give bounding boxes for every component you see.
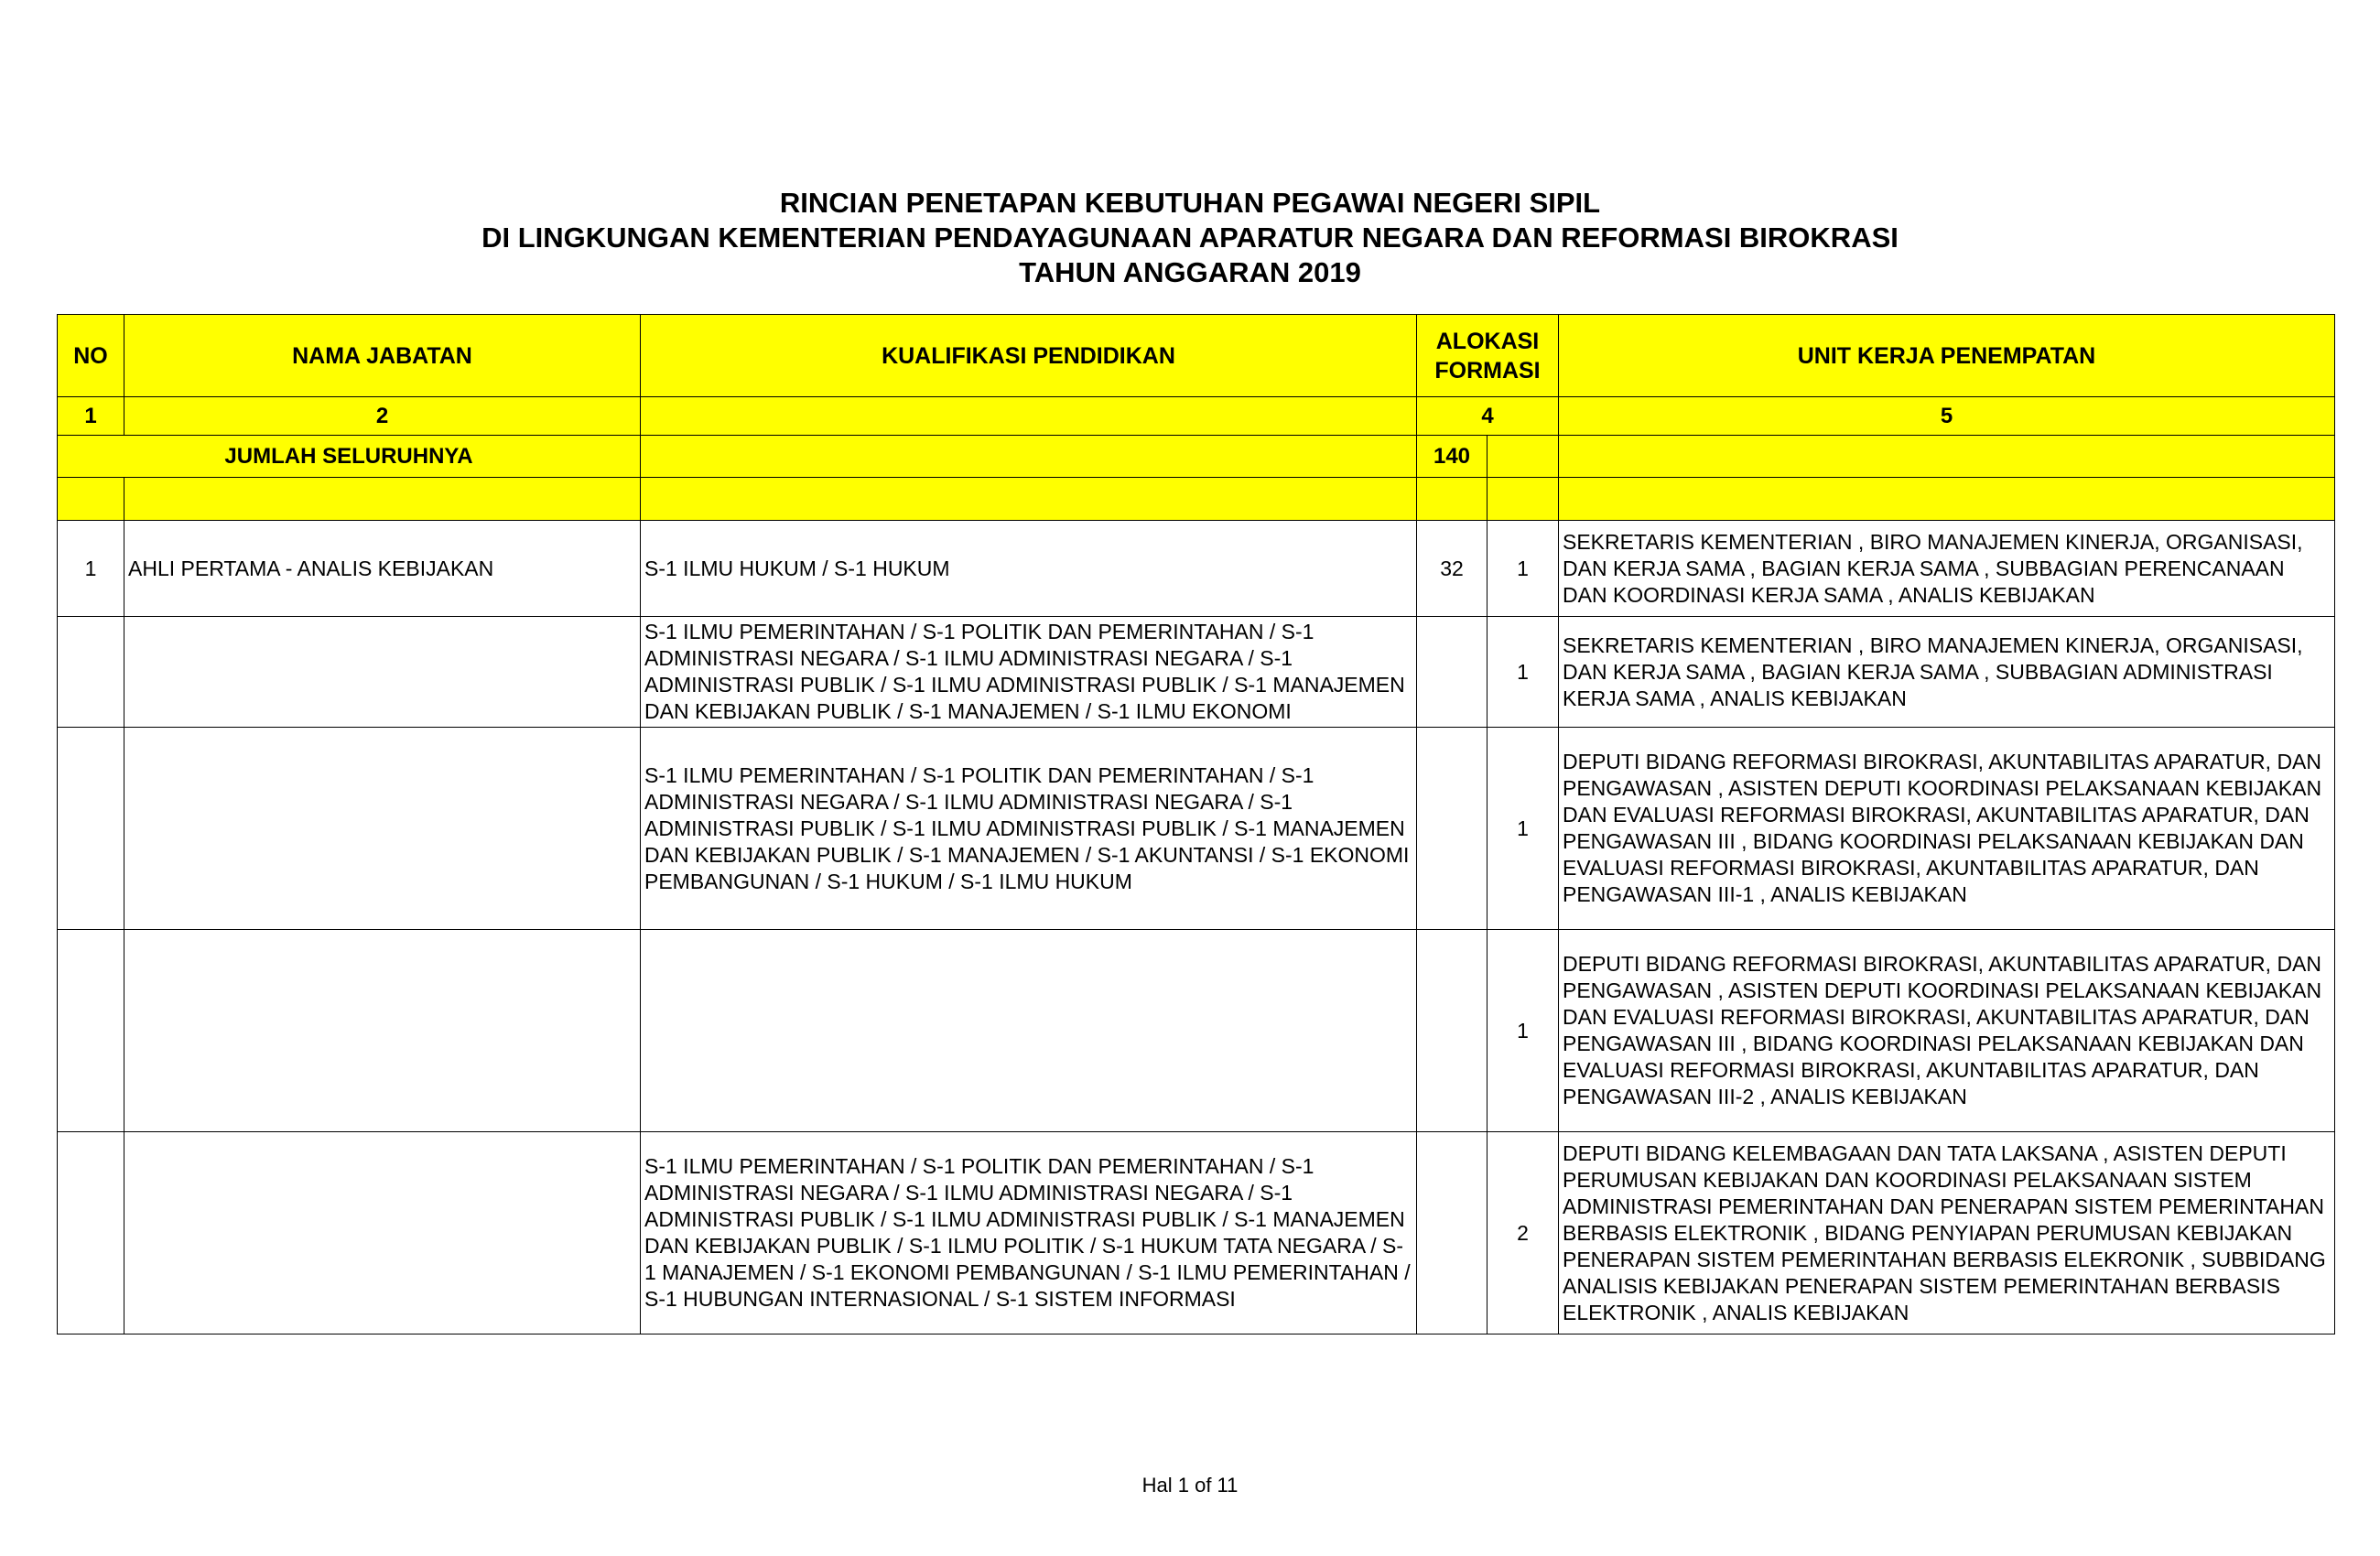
header-kualifikasi: KUALIFIKASI PENDIDIKAN [641, 315, 1417, 397]
formasi-table [57, 314, 2335, 1334]
row-unit-kerja: SEKRETARIS KEMENTERIAN , BIRO MANAJEMEN KINERJA, ORGANISASI, DAN KERJA SAMA , BAGIAN KERJA SAMA , SUBBAGIAN ADMINISTRASI KERJA SAMA , ANALIS KEBIJAKAN [1559, 617, 2335, 728]
row-subtotal [1417, 1132, 1488, 1334]
row-jabatan [124, 930, 641, 1132]
summary-total: 140 [1417, 436, 1488, 478]
header-unit-kerja: UNIT KERJA PENEMPATAN [1559, 315, 2335, 397]
title-line-2: DI LINGKUNGAN KEMENTERIAN PENDAYAGUNAAN APARATUR NEGARA DAN REFORMASI BIROKRASI [481, 222, 1899, 254]
summary-empty-formasi [1488, 436, 1559, 478]
row-unit-kerja: DEPUTI BIDANG REFORMASI BIROKRASI, AKUNTABILITAS APARATUR, DAN PENGAWASAN , ASISTEN DEPUTI KOORDINASI PELAKSANAAN KEBIJAKAN DAN EVALUASI REFORMASI BIROKRASI, AKUNTABILITAS APARATUR, DAN PENGAWASAN III , BIDANG KOORDINASI PELAKSANAAN KEBIJAKAN DAN EVALUASI REFORMASI BIROKRASI, AKUNTABILITAS APARATUR, DAN PENGAWASAN III-1 , ANALIS KEBIJAKAN [1559, 728, 2335, 930]
row-no [58, 728, 124, 930]
blank-cell [1559, 478, 2335, 521]
row-kualifikasi: S-1 ILMU PEMERINTAHAN / S-1 POLITIK DAN PEMERINTAHAN / S-1 ADMINISTRASI NEGARA / S-1 ILMU ADMINISTRASI NEGARA / S-1 ADMINISTRASI PUBLIK / S-1 ILMU ADMINISTRASI PUBLIK / S-1 MANAJEMEN DAN KEBIJAKAN PUBLIK / S-1 MANAJEMEN / S-1 AKUNTANSI / S-1 EKONOMI PEMBANGUNAN / S-1 HUKUM / S-1 ILMU HUKUM [641, 728, 1417, 930]
numbering-col-4: 4 [1417, 397, 1559, 436]
table-row [58, 617, 2335, 728]
numbering-col-1: 1 [58, 397, 124, 436]
blank-yellow-row [58, 478, 2335, 521]
numbering-col-2: 2 [124, 397, 641, 436]
blank-cell [641, 478, 1417, 521]
row-formasi: 1 [1488, 930, 1559, 1132]
row-jabatan [124, 617, 641, 728]
row-kualifikasi: S-1 ILMU PEMERINTAHAN / S-1 POLITIK DAN PEMERINTAHAN / S-1 ADMINISTRASI NEGARA / S-1 ILMU ADMINISTRASI NEGARA / S-1 ADMINISTRASI PUBLIK / S-1 ILMU ADMINISTRASI PUBLIK / S-1 MANAJEMEN DAN KEBIJAKAN PUBLIK / S-1 MANAJEMEN / S-1 ILMU EKONOMI [641, 617, 1417, 728]
summary-label: JUMLAH SELURUHNYA [58, 436, 641, 478]
header-no: NO [58, 315, 124, 397]
summary-row [58, 436, 2335, 478]
row-kualifikasi: S-1 ILMU HUKUM / S-1 HUKUM [641, 521, 1417, 617]
numbering-row [58, 397, 2335, 436]
row-formasi: 1 [1488, 728, 1559, 930]
row-formasi: 1 [1488, 521, 1559, 617]
table-row [58, 521, 2335, 617]
table-row [58, 1132, 2335, 1334]
table-row [58, 930, 2335, 1132]
numbering-col-3 [641, 397, 1417, 436]
summary-empty-unit [1559, 436, 2335, 478]
header-row [58, 315, 2335, 397]
row-unit-kerja: DEPUTI BIDANG KELEMBAGAAN DAN TATA LAKSANA , ASISTEN DEPUTI PERUMUSAN KEBIJAKAN DAN KOORDINASI PELAKSANAAN SISTEM ADMINISTRASI PEMERINTAHAN DAN PENERAPAN SISTEM PEMERINTAHAN BERBASIS ELEKTRONIK , BIDANG PENYIAPAN PERUMUSAN KEBIJAKAN PENERAPAN SISTEM PEMERINTAHAN BERBASIS ELEKRONIK , SUBBIDANG ANALISIS KEBIJAKAN PENERAPAN SISTEM PEMERINTAHAN BERBASIS ELEKTRONIK , ANALIS KEBIJAKAN [1559, 1132, 2335, 1334]
header-nama-jabatan: NAMA JABATAN [124, 315, 641, 397]
row-subtotal [1417, 930, 1488, 1132]
row-jabatan: AHLI PERTAMA - ANALIS KEBIJAKAN [124, 521, 641, 617]
row-no [58, 617, 124, 728]
row-subtotal: 32 [1417, 521, 1488, 617]
row-subtotal [1417, 728, 1488, 930]
row-unit-kerja: DEPUTI BIDANG REFORMASI BIROKRASI, AKUNTABILITAS APARATUR, DAN PENGAWASAN , ASISTEN DEPUTI KOORDINASI PELAKSANAAN KEBIJAKAN DAN EVALUASI REFORMASI BIROKRASI, AKUNTABILITAS APARATUR, DAN PENGAWASAN III , BIDANG KOORDINASI PELAKSANAAN KEBIJAKAN DAN EVALUASI REFORMASI BIROKRASI, AKUNTABILITAS APARATUR, DAN PENGAWASAN III-2 , ANALIS KEBIJAKAN [1559, 930, 2335, 1132]
row-no [58, 1132, 124, 1334]
row-formasi: 2 [1488, 1132, 1559, 1334]
page-number: Hal 1 of 11 [1141, 1474, 1239, 1497]
header-alokasi-formasi: ALOKASI FORMASI [1417, 315, 1559, 397]
summary-empty-kualifikasi [641, 436, 1417, 478]
row-formasi: 1 [1488, 617, 1559, 728]
table-row [58, 728, 2335, 930]
row-subtotal [1417, 617, 1488, 728]
title-line-3: TAHUN ANGGARAN 2019 [1019, 256, 1361, 288]
row-no [58, 930, 124, 1132]
blank-cell [1488, 478, 1559, 521]
blank-cell [124, 478, 641, 521]
row-jabatan [124, 728, 641, 930]
blank-cell [1417, 478, 1488, 521]
title-line-1: RINCIAN PENETAPAN KEBUTUHAN PEGAWAI NEGERI SIPIL [779, 187, 1601, 219]
row-jabatan [124, 1132, 641, 1334]
row-kualifikasi: S-1 ILMU PEMERINTAHAN / S-1 POLITIK DAN PEMERINTAHAN / S-1 ADMINISTRASI NEGARA / S-1 ILMU ADMINISTRASI NEGARA / S-1 ADMINISTRASI PUBLIK / S-1 ILMU ADMINISTRASI PUBLIK / S-1 MANAJEMEN DAN KEBIJAKAN PUBLIK / S-1 ILMU POLITIK / S-1 HUKUM TATA NEGARA / S-1 MANAJEMEN / S-1 EKONOMI PEMBANGUNAN / S-1 ILMU PEMERINTAHAN / S-1 HUBUNGAN INTERNASIONAL / S-1 SISTEM INFORMASI [641, 1132, 1417, 1334]
numbering-col-5: 5 [1559, 397, 2335, 436]
row-kualifikasi [641, 930, 1417, 1132]
document-title [0, 186, 2380, 290]
blank-cell [58, 478, 124, 521]
row-no: 1 [58, 521, 124, 617]
row-unit-kerja: SEKRETARIS KEMENTERIAN , BIRO MANAJEMEN KINERJA, ORGANISASI, DAN KERJA SAMA , BAGIAN KERJA SAMA , SUBBAGIAN PERENCANAAN DAN KOORDINASI KERJA SAMA , ANALIS KEBIJAKAN [1559, 521, 2335, 617]
